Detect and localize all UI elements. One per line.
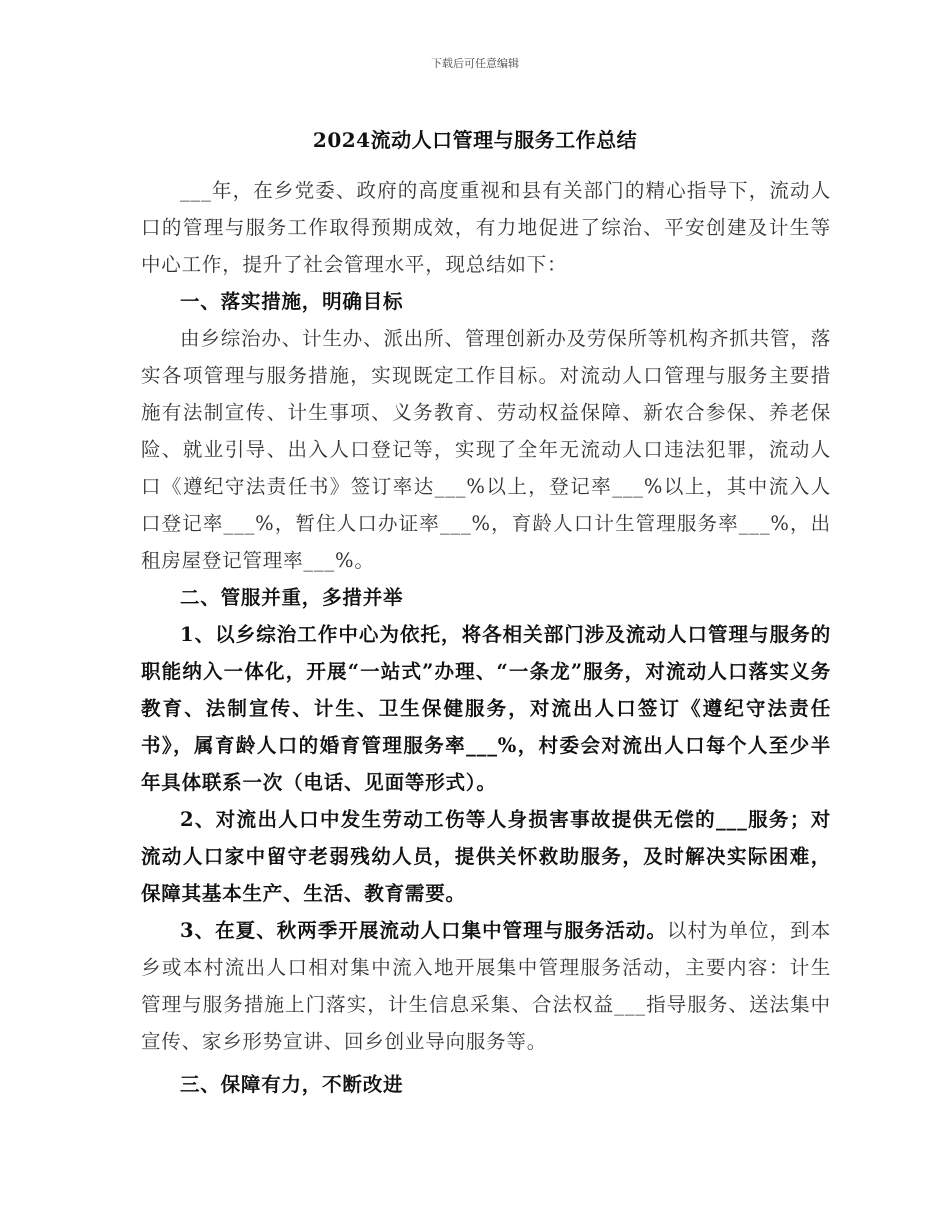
item-2-paragraph: 2、对流出人口中发生劳动工伤等人身损害事故提供无偿的___服务；对流动人口家中留守老弱残幼人员，提供关怀救助服务，及时解决实际困难，保障其基本生产、生活、教育需要。 xyxy=(141,808,831,905)
item-3-paragraph xyxy=(141,912,831,1060)
section-1-paragraph: 由乡综治办、计生办、派出所、管理创新办及劳保所等机构齐抓共管，落实各项管理与服务措施，实现既定工作目标。对流动人口管理与服务主要措施有法制宣传、计生事项、义务教育、劳动权益保障、新农合参保、养老保险、就业引导、出入人口登记等，实现了全年无流动人口违法犯罪，流动人口《遵纪守法责任书》签订率达___%以上，登记率___%以上，其中流入人口登记率___%，暂住人口办证率___%，育龄人口计生管理服务率___%，出租房屋登记管理率___%。 xyxy=(141,327,831,572)
header-note: 下载后可任意编辑 xyxy=(431,57,519,70)
item-3-rest: 以村为单位，到本乡或本村流出人口相对集中流入地开展集中管理服务活动，主要内容：计生管理与服务措施上门落实，计生信息采集、合法权益___指导服务、送法集中宣传、家乡形势宣讲、回乡创业导向服务等。 xyxy=(141,919,831,1053)
document-title: 2024流动人口管理与服务工作总结 xyxy=(312,128,638,152)
section-heading-1: 一、落实措施，明确目标 xyxy=(180,290,404,313)
section-heading-2: 二、管服并重，多措并举 xyxy=(180,586,404,609)
section-heading-3: 三、保障有力，不断改进 xyxy=(180,1073,404,1096)
item-3-lead: 3、在夏、秋两季开展流动人口集中管理与服务活动。 xyxy=(180,919,667,942)
document-body xyxy=(141,172,831,1103)
item-1-paragraph: 1、以乡综治工作中心为依托，将各相关部门涉及流动人口管理与服务的职能纳入一体化，开展“一站式”办理、“一条龙”服务，对流动人口落实义务教育、法制宣传、计生、卫生保健服务，对流出人口签订《遵纪守法责任书》，属育龄人口的婚育管理服务率___%，村委会对流出人口每个人至少半年具体联系一次（电话、见面等形式）。 xyxy=(141,623,831,794)
intro-paragraph: ___年，在乡党委、政府的高度重视和县有关部门的精心指导下，流动人口的管理与服务工作取得预期成效，有力地促进了综治、平安创建及计生等中心工作，提升了社会管理水平，现总结如下： xyxy=(141,179,831,276)
